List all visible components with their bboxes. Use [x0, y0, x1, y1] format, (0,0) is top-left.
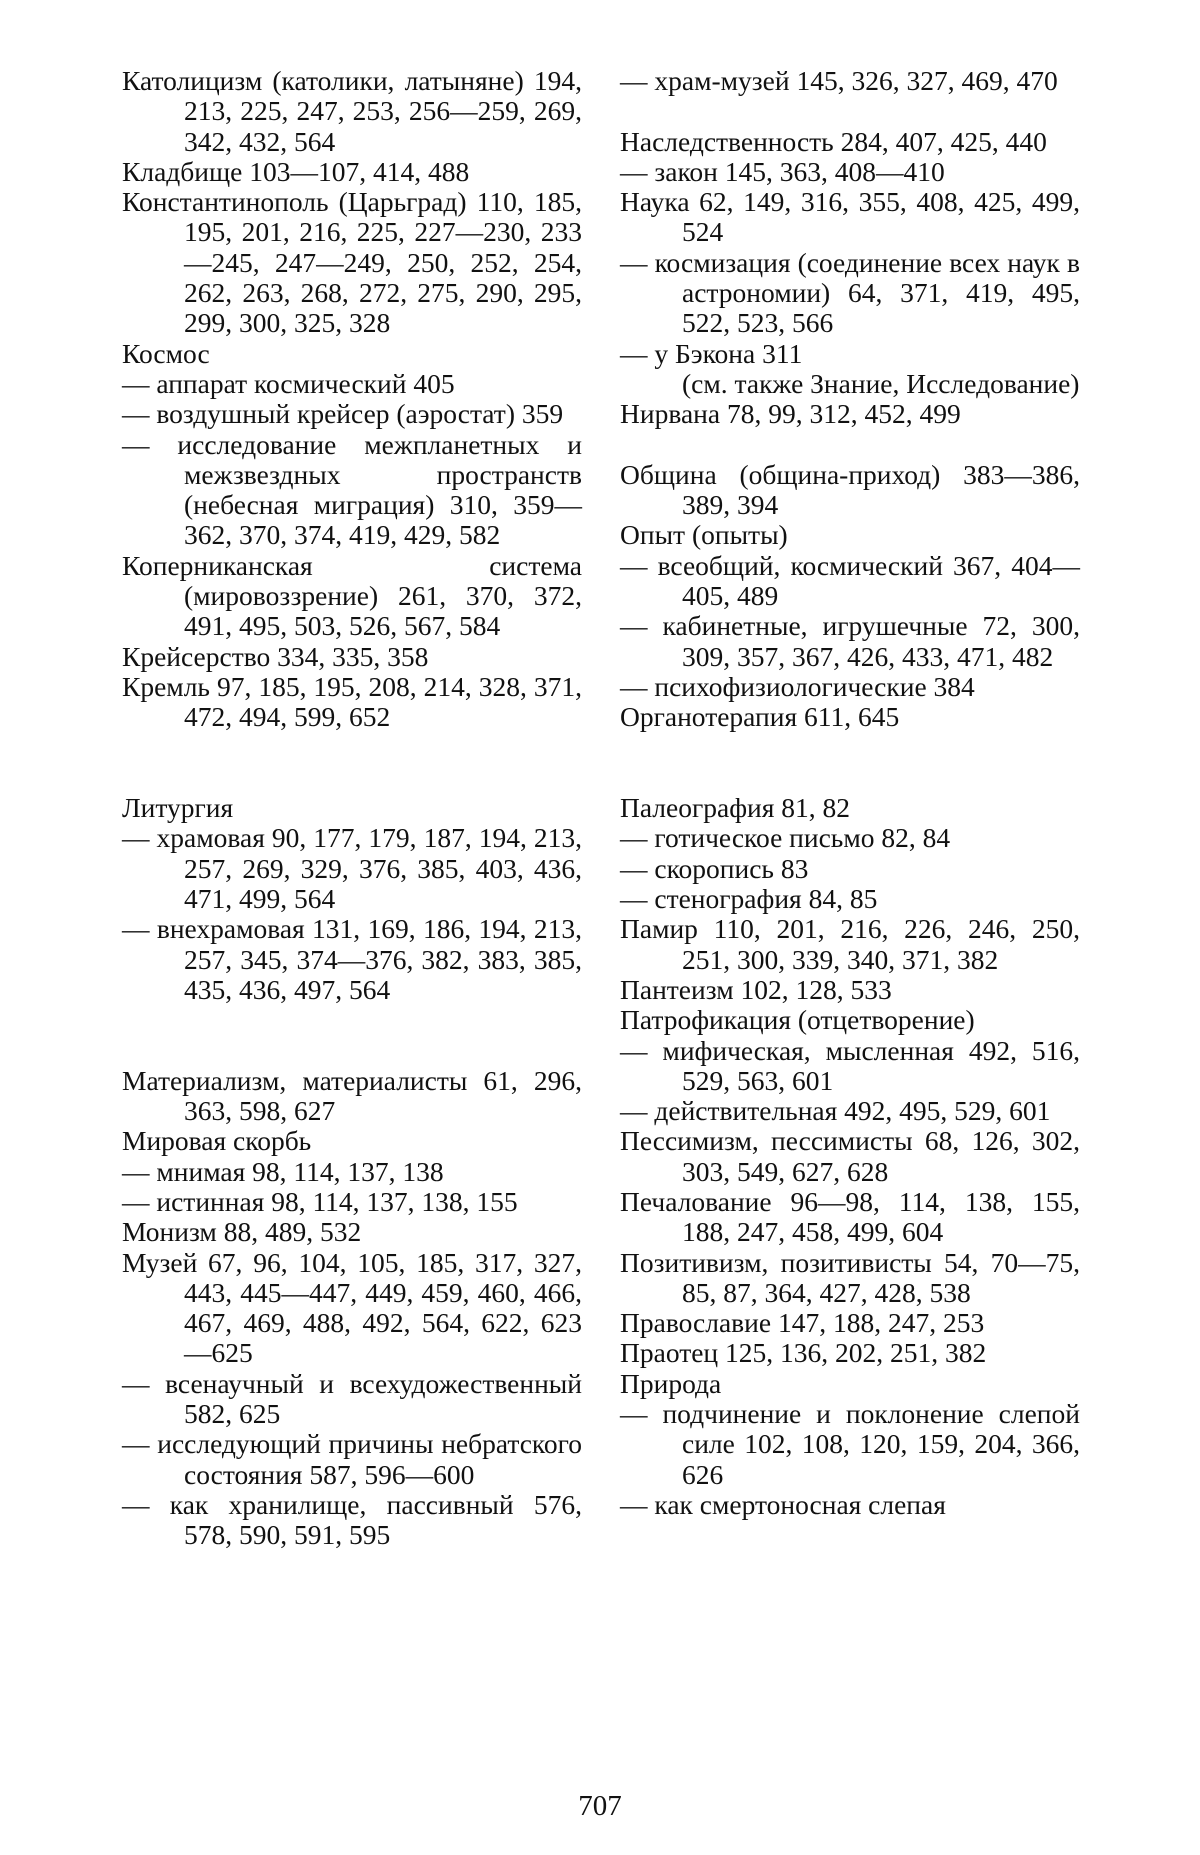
index-entry: Наследственность 284, 407, 425, 440: [620, 125, 1047, 157]
letter-group-spacer: [122, 1005, 582, 1066]
index-entry: Печалование 96—98, 114, 138, 155, 188, 247, 458, 499, 604: [620, 1185, 1080, 1248]
index-subentry: — подчинение и поклонение слепой силе 102, 108, 120, 159, 204, 366, 626: [620, 1398, 1080, 1490]
index-entry: Патрофикация (отцетворение): [620, 1004, 975, 1036]
index-column-left: [122, 66, 582, 1551]
index-entry: Наука 62, 149, 316, 355, 408, 425, 499, 524: [620, 186, 1080, 248]
entry-spacer: [620, 96, 1080, 126]
index-entry: Космос: [122, 337, 210, 369]
index-subentry: — исследующий причины небратского состояния 587, 596—600: [122, 1428, 582, 1490]
index-entry: Нирвана 78, 99, 312, 452, 499: [620, 398, 961, 430]
index-entry: Монизм 88, 489, 532: [122, 1216, 362, 1248]
index-subentry: — космизация (соединение всех наук в астрономии) 64, 371, 419, 495, 522, 523, 566: [620, 246, 1080, 339]
index-crossref: (см. также Знание, Исследование): [682, 367, 1080, 399]
index-subentry: — храм-музей 145, 326, 327, 469, 470: [620, 65, 1058, 96]
index-subentry: — воздушный крейсер (аэростат) 359: [122, 398, 564, 430]
index-column-right: [620, 66, 1080, 1520]
index-entry: Позитивизм, позитивисты 54, 70—75, 85, 87, 364, 427, 428, 538: [620, 1246, 1080, 1308]
index-entry: Кремль 97, 185, 195, 208, 214, 328, 371, 472, 494, 599, 652: [122, 670, 582, 733]
index-entry: Константинополь (Царьград) 110, 185, 195, 201, 216, 225, 227—230, 233—245, 247—249, 250, 252, 254, 262, 263, 268, 272, 275, 290, 295, 299, 300, 325, 328: [122, 186, 582, 339]
index-entry: Опыт (опыты): [620, 519, 788, 551]
index-subentry: — готическое письмо 82, 84: [620, 822, 951, 854]
index-entry: Католицизм (католики, латыняне) 194, 213, 225, 247, 253, 256—259, 269, 342, 432, 564: [122, 65, 582, 157]
index-subentry: — внехрамовая 131, 169, 186, 194, 213, 257, 345, 374—376, 382, 383, 385, 435, 436, 497, 564: [122, 913, 582, 1005]
index-subentry: — как смертоносная слепая: [620, 1488, 946, 1520]
index-subentry: — закон 145, 363, 408—410: [620, 155, 945, 187]
index-subentry: — исследование межпланетных и межзвездных пространств (небесная миграция) 310, 359—362, 370, 374, 419, 429, 582: [122, 428, 582, 551]
index-subentry: — психофизиологические 384: [620, 670, 975, 702]
index-entry: Природа: [620, 1367, 722, 1399]
index-entry: Крейсерство 334, 335, 358: [122, 640, 429, 672]
index-entry: Музей 67, 96, 104, 105, 185, 317, 327, 443, 445—447, 449, 459, 460, 466, 467, 469, 488, 492, 564, 622, 623—625: [122, 1246, 582, 1369]
index-entry: Органотерапия 611, 645: [620, 701, 900, 733]
index-entry: Памир 110, 201, 216, 226, 246, 250, 251, 300, 339, 340, 371, 382: [620, 913, 1080, 975]
index-subentry: — мифическая, мысленная 492, 516, 529, 563, 601: [620, 1034, 1080, 1096]
index-subentry: — действительная 492, 495, 529, 601: [620, 1095, 1051, 1127]
page-number: 707: [578, 1790, 622, 1822]
index-subentry: — стенография 84, 85: [620, 883, 878, 915]
index-entry: Пантеизм 102, 128, 533: [620, 973, 892, 1005]
index-entry: Кладбище 103—107, 414, 488: [122, 155, 470, 187]
index-subentry: — храмовая 90, 177, 179, 187, 194, 213, 257, 269, 329, 376, 385, 403, 436, 471, 499, 564: [122, 822, 582, 915]
index-entry: Пессимизм, пессимисты 68, 126, 302, 303, 549, 627, 628: [620, 1125, 1080, 1187]
index-subentry: — истинная 98, 114, 137, 138, 155: [122, 1185, 518, 1217]
index-entry: Мировая скорбь: [122, 1125, 312, 1157]
index-entry: Палеография 81, 82: [620, 792, 851, 824]
letter-group-spacer: [122, 733, 582, 794]
index-entry: Материализм, материалисты 61, 296, 363, 598, 627: [122, 1064, 582, 1127]
index-subentry: — как хранилище, пассивный 576, 578, 590, 591, 595: [122, 1488, 582, 1551]
index-entry: Коперниканская система (мировоззрение) 261, 370, 372, 491, 495, 503, 526, 567, 584: [122, 549, 582, 642]
index-subentry: — кабинетные, игрушечные 72, 300, 309, 357, 367, 426, 433, 471, 482: [620, 610, 1080, 672]
letter-group-spacer: [620, 733, 1080, 794]
index-entry: Праотец 125, 136, 202, 251, 382: [620, 1337, 987, 1369]
index-subentry: — скоропись 83: [620, 852, 809, 884]
index-subentry: — всеобщий, космический 367, 404—405, 489: [620, 549, 1080, 612]
index-subentry: — мнимая 98, 114, 137, 138: [122, 1155, 444, 1187]
index-subentry: — аппарат космический 405: [122, 367, 455, 399]
index-entry: Литургия: [122, 792, 234, 824]
index-subentry: — всенаучный и всехудожественный 582, 625: [122, 1367, 582, 1430]
index-subentry: — у Бэкона 311: [620, 337, 803, 369]
index-entry: Православие 147, 188, 247, 253: [620, 1307, 985, 1339]
entry-spacer: [620, 430, 1080, 460]
index-entry: Община (община-приход) 383—386, 389, 394: [620, 458, 1080, 521]
